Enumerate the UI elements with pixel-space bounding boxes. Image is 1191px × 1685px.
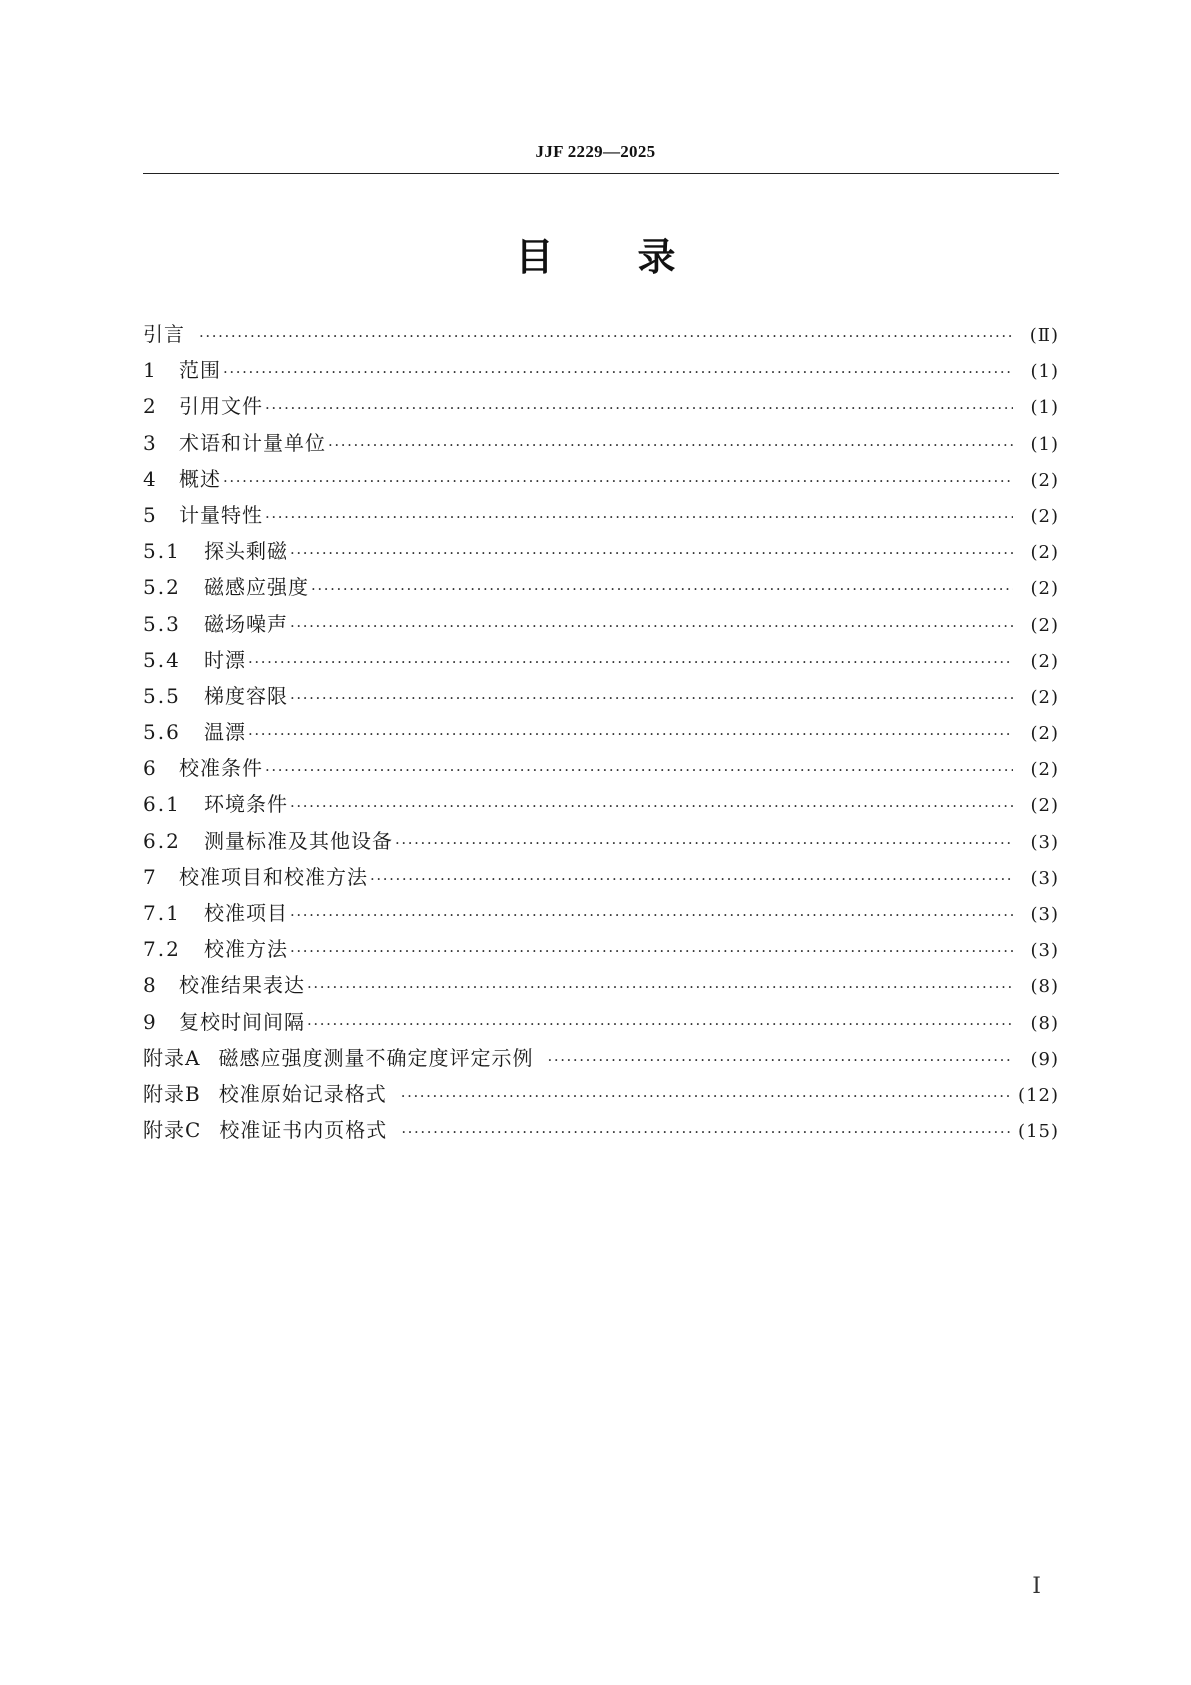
toc-entry-number: 6	[143, 756, 158, 781]
toc-entry-number: 5.4	[143, 647, 181, 672]
toc-entry[interactable]	[143, 569, 1059, 605]
toc-entry[interactable]	[143, 931, 1059, 967]
toc-entry-page: (2)	[1030, 614, 1059, 636]
toc-entry[interactable]	[143, 1004, 1059, 1040]
toc-leader-dots	[387, 1114, 1013, 1150]
toc-entry[interactable]	[143, 497, 1059, 533]
toc-entry-page: (3)	[1030, 831, 1059, 853]
toc-leader-dots	[368, 861, 1013, 897]
toc-entry[interactable]	[143, 425, 1059, 461]
toc-leader-dots	[305, 969, 1013, 1005]
toc-entry-page: (12)	[1018, 1084, 1059, 1106]
toc-entry-number: 6.1	[143, 792, 181, 817]
toc-entry-title: 时漂	[204, 647, 246, 672]
toc-entry-number: 9	[143, 1009, 158, 1034]
toc-leader-dots	[263, 499, 1013, 535]
toc-entry-page: (1)	[1030, 433, 1059, 455]
toc-entry-number: 7.2	[143, 937, 181, 962]
toc-entry-number: 5	[143, 502, 158, 527]
toc-entry-title: 温漂	[204, 720, 246, 745]
toc-entry-page: (2)	[1030, 759, 1059, 781]
toc-entry-page: (2)	[1030, 795, 1059, 817]
toc-entry-page: (2)	[1030, 469, 1059, 491]
toc-leader-dots	[246, 716, 1013, 752]
toc-entry-title: 校准项目	[204, 901, 288, 925]
toc-entry-title: 范围	[179, 358, 221, 383]
toc-leader-dots	[393, 825, 1013, 861]
toc-entry[interactable]	[143, 1040, 1059, 1076]
toc-entry[interactable]	[143, 461, 1059, 497]
toc-entry[interactable]	[143, 316, 1059, 352]
toc-entry-number: 5.6	[143, 720, 181, 745]
toc-entry[interactable]	[143, 606, 1059, 642]
toc-entry[interactable]	[143, 642, 1059, 678]
toc-entry-page: (8)	[1030, 976, 1059, 998]
toc-entry-page: (15)	[1018, 1121, 1059, 1143]
toc-entry-title: 计量特性	[179, 502, 263, 527]
toc-entry-title: 校准结果表达	[179, 973, 305, 998]
toc-leader-dots	[387, 1078, 1013, 1114]
toc-entry-page: (2)	[1030, 542, 1059, 564]
toc-entry[interactable]	[143, 967, 1059, 1003]
toc-leader-dots	[263, 390, 1013, 426]
toc-entry[interactable]	[143, 352, 1059, 388]
toc-leader-dots	[533, 1042, 1013, 1078]
toc-entry[interactable]	[143, 714, 1059, 750]
toc-entry-page: (9)	[1030, 1048, 1059, 1070]
toc-leader-dots	[221, 463, 1013, 499]
toc-entry-title: 梯度容限	[204, 683, 288, 708]
toc-entry-number: 3	[143, 430, 158, 455]
toc-leader-dots	[309, 571, 1013, 607]
toc-entry-title: 术语和计量单位	[179, 430, 326, 455]
toc-entry[interactable]	[143, 1112, 1059, 1148]
toc-entry-page: (3)	[1030, 940, 1059, 962]
toc-entry-page: (2)	[1030, 650, 1059, 672]
toc-entry-page: (1)	[1030, 361, 1059, 383]
toc-entry-number: 附录B	[143, 1081, 201, 1106]
toc-entry-number: 5.1	[143, 539, 181, 564]
toc-entry-title: 校准条件	[179, 756, 263, 781]
toc-entry-title: 环境条件	[204, 792, 288, 817]
toc-entry-title: 校准证书内页格式	[219, 1118, 388, 1143]
toc-entry[interactable]	[143, 750, 1059, 786]
toc-leader-dots	[288, 680, 1013, 716]
toc-entry[interactable]	[143, 1076, 1059, 1112]
toc-entry-title: 校准原始记录格式	[218, 1081, 387, 1106]
toc-entry-title: 复校时间间隔	[179, 1009, 305, 1034]
toc-entry-page: (8)	[1030, 1012, 1059, 1034]
toc-entry-page: (2)	[1030, 686, 1059, 708]
toc-entry[interactable]	[143, 859, 1059, 895]
toc-entry-number: 7	[143, 864, 158, 889]
toc-entry-number: 6.2	[143, 828, 181, 853]
table-of-contents	[143, 316, 1059, 1148]
toc-leader-dots	[221, 354, 1013, 390]
toc-leader-dots	[326, 427, 1013, 463]
page-title: 目录	[515, 235, 760, 279]
toc-entry[interactable]	[143, 895, 1059, 931]
toc-entry-page: (Ⅱ)	[1029, 325, 1059, 346]
toc-entry[interactable]	[143, 786, 1059, 822]
toc-entry-title: 磁感应强度	[204, 575, 309, 600]
toc-entry-title: 测量标准及其他设备	[204, 828, 393, 853]
toc-entry[interactable]	[143, 823, 1059, 859]
toc-entry-number: 附录C	[143, 1118, 202, 1143]
header-rule	[143, 173, 1059, 174]
toc-entry-page: (2)	[1030, 505, 1059, 527]
toc-entry-title: 校准方法	[204, 937, 288, 962]
toc-entry-title: 探头剩磁	[204, 539, 288, 564]
toc-entry-page: (3)	[1030, 904, 1059, 925]
toc-leader-dots	[288, 608, 1013, 644]
toc-entry-title: 概述	[179, 466, 221, 491]
toc-entry-number: 附录A	[143, 1045, 201, 1070]
toc-entry-page: (2)	[1030, 578, 1059, 600]
toc-entry[interactable]	[143, 678, 1059, 714]
toc-leader-dots	[246, 644, 1013, 680]
toc-entry-number: 7.1	[143, 901, 181, 925]
toc-leader-dots	[288, 933, 1013, 969]
toc-entry[interactable]	[143, 388, 1059, 424]
page-number: Ⅰ	[1032, 1573, 1041, 1598]
toc-entry-number: 5.2	[143, 575, 181, 600]
standard-code-header: JJF 2229—2025	[535, 142, 656, 161]
toc-leader-dots	[288, 788, 1013, 824]
toc-entry-number: 5.5	[143, 683, 181, 708]
toc-entry-title: 引用文件	[179, 394, 263, 419]
toc-entry-number: 4	[143, 466, 158, 491]
toc-leader-dots	[288, 535, 1013, 571]
toc-leader-dots	[263, 752, 1013, 788]
toc-leader-dots	[305, 1006, 1013, 1042]
toc-leader-dots	[288, 897, 1013, 933]
toc-entry-title: 校准项目和校准方法	[179, 864, 368, 889]
toc-entry-number: 2	[143, 394, 158, 419]
toc-entry-title: 磁场噪声	[204, 611, 288, 636]
toc-entry-title: 磁感应强度测量不确定度评定示例	[218, 1045, 534, 1070]
toc-entry-page: (3)	[1030, 867, 1059, 889]
toc-entry-number: 5.3	[143, 611, 181, 636]
toc-leader-dots	[185, 318, 1013, 354]
toc-entry-page: (1)	[1030, 397, 1059, 419]
toc-entry-title: 引言	[143, 322, 185, 346]
toc-entry-number: 8	[143, 973, 158, 998]
toc-entry-page: (2)	[1030, 723, 1059, 745]
toc-entry[interactable]	[143, 533, 1059, 569]
toc-entry-number: 1	[143, 358, 158, 383]
